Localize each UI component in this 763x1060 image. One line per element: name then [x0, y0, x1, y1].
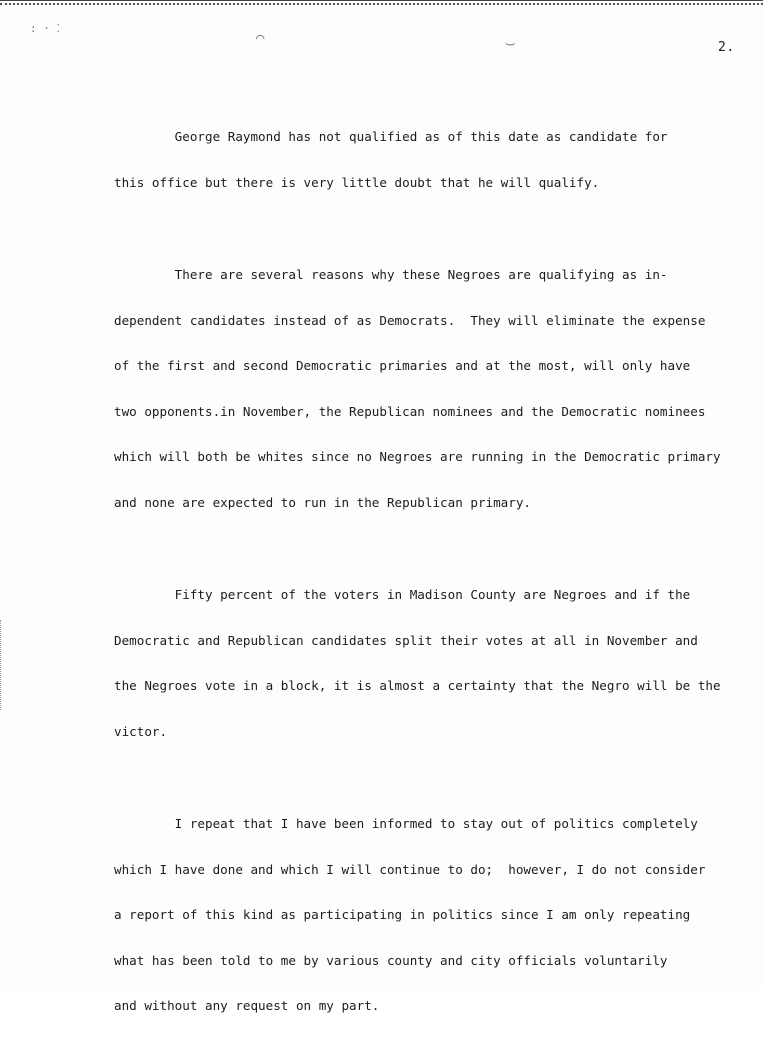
text-line: a report of this kind as participating in politics since I am only repeating [114, 907, 691, 923]
text-line: two opponents.in November, the Republican nominees and the Democratic nominees [114, 403, 706, 419]
text-line: dependent candidates instead of as Democrats. They will eliminate the expense [114, 312, 706, 328]
text-line: which I have done and which I will continue to do; however, I do not consider [114, 861, 706, 877]
page-number: 2. [718, 40, 735, 55]
paragraph [114, 786, 724, 1044]
text-line: and none are expected to run in the Republican primary. [114, 495, 532, 511]
paragraph [114, 557, 724, 770]
text-line: the Negroes vote in a block, it is almost a certainty that the Negro will be the [114, 678, 721, 694]
scan-mark: ⌒ [256, 30, 265, 46]
text-line: which will both be whites since no Negroes are running in the Democratic primary [114, 449, 721, 465]
text-line: Fifty percent of the voters in Madison County are Negroes and if the [114, 587, 691, 603]
scan-mark: ‿ [506, 30, 515, 46]
text-line: Democratic and Republican candidates split their votes at all in November and [114, 632, 698, 648]
top-edge-perforation [0, 0, 763, 5]
text-line: There are several reasons why these Negroes are qualifying as in- [114, 267, 668, 283]
text-line: and without any request on my part. [114, 998, 380, 1014]
paragraph [114, 99, 724, 221]
text-line: I repeat that I have been informed to stay out of politics completely [114, 815, 698, 831]
scan-edge-mark [0, 620, 3, 710]
text-line: George Raymond has not qualified as of this date as candidate for [114, 129, 668, 145]
text-line: victor. [114, 723, 168, 739]
text-line: this office but there is very little doubt that he will qualify. [114, 175, 600, 191]
text-line: what has been told to me by various county and city officials voluntarily [114, 952, 668, 968]
document-body [114, 99, 724, 1060]
text-line: of the first and second Democratic primaries and at the most, will only have [114, 358, 691, 374]
paragraph [114, 237, 724, 541]
scan-mark: : · ⁚ [30, 22, 60, 35]
